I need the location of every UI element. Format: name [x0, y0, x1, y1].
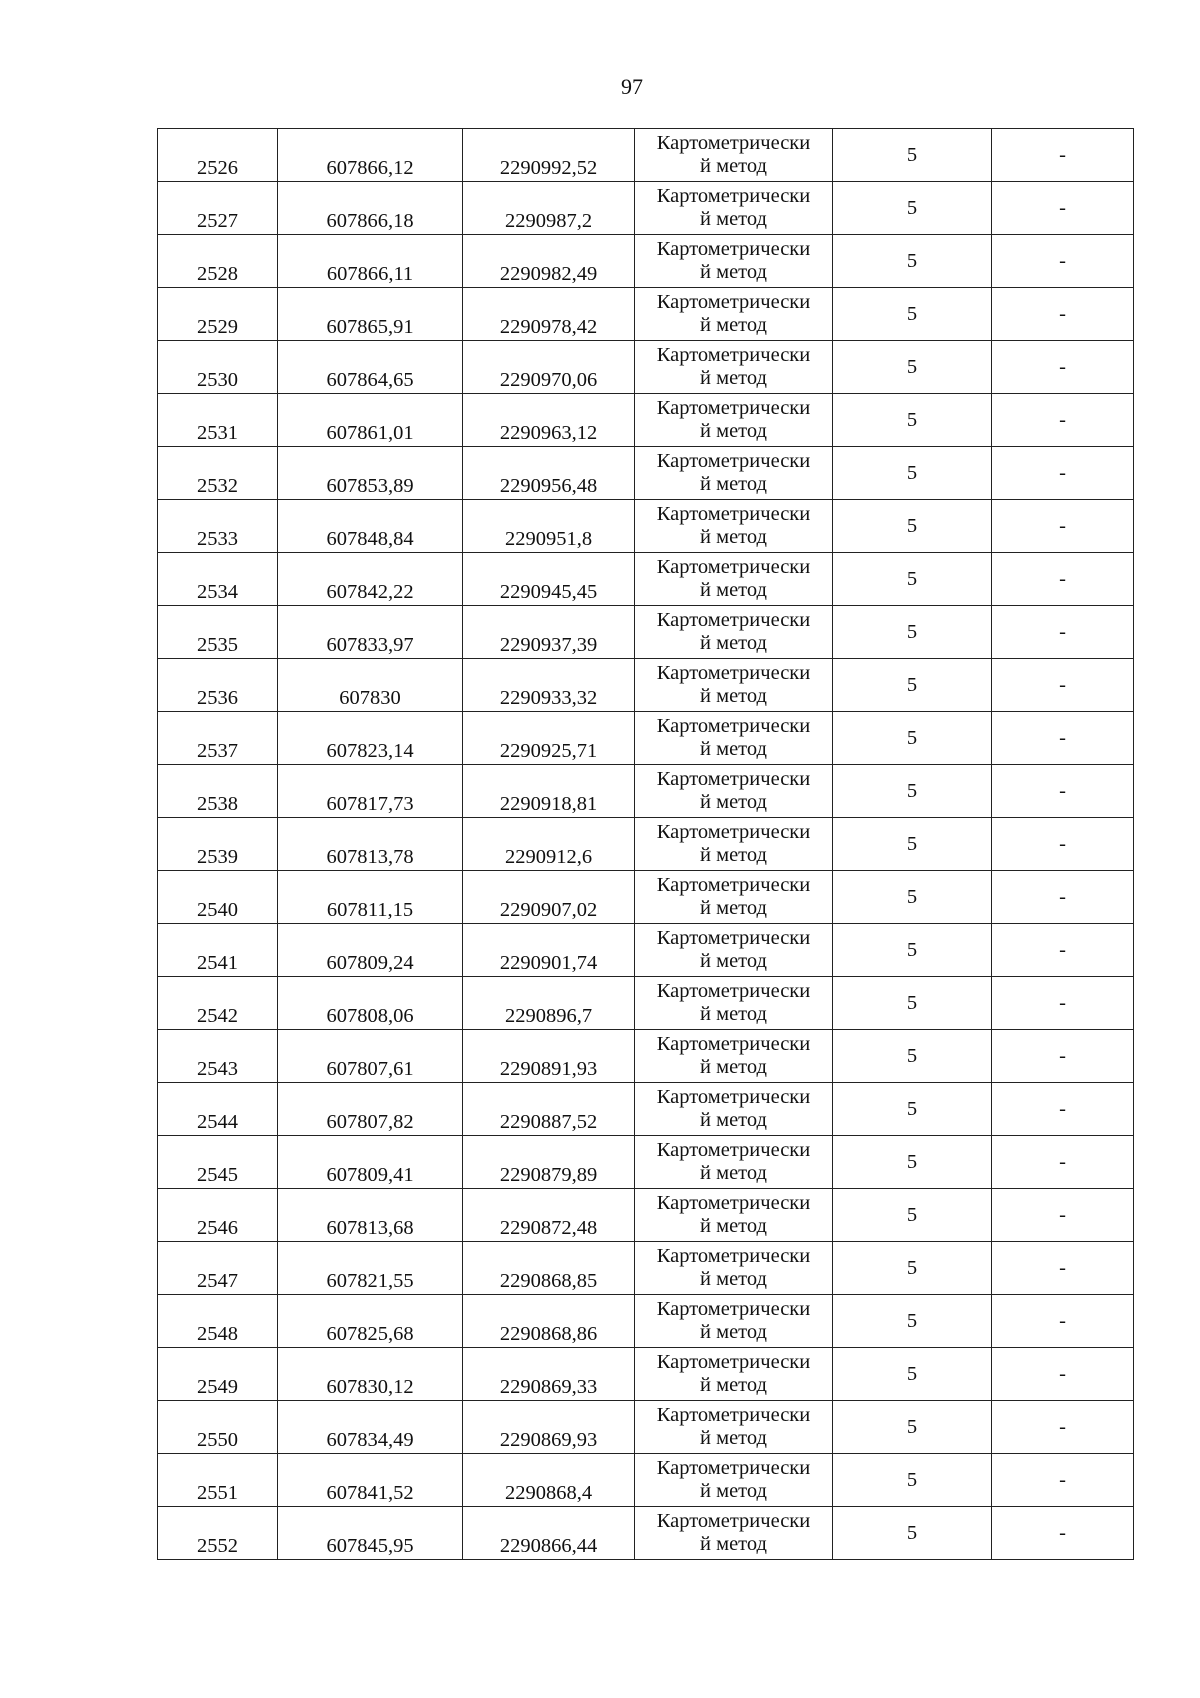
method-text-line-2: й метод [700, 791, 767, 813]
method-text-line-1: Картометрически [656, 1139, 811, 1162]
method-cell [635, 288, 833, 341]
method-text-line-2: й метод [700, 685, 767, 707]
table-row [158, 1083, 1134, 1136]
table-row [158, 500, 1134, 553]
y-coordinate-cell: 2290869,93 [463, 1401, 635, 1454]
y-coordinate-cell: 2290872,48 [463, 1189, 635, 1242]
method-cell [635, 1242, 833, 1295]
y-coordinate-cell: 2290987,2 [463, 182, 635, 235]
method-text-line-2: й метод [700, 155, 767, 177]
method-text-line-2: й метод [700, 1215, 767, 1237]
accuracy-cell: 5 [833, 1136, 992, 1189]
point-number-cell: 2535 [158, 606, 278, 659]
method-text-line-2: й метод [700, 1162, 767, 1184]
y-coordinate-cell: 2290912,6 [463, 818, 635, 871]
table-row [158, 288, 1134, 341]
method-cell [635, 129, 833, 182]
accuracy-cell: 5 [833, 288, 992, 341]
point-number-cell: 2544 [158, 1083, 278, 1136]
method-text-line-1: Картометрически [656, 609, 811, 632]
accuracy-cell: 5 [833, 1401, 992, 1454]
table-row [158, 1507, 1134, 1560]
method-text-line-2: й метод [700, 1427, 767, 1449]
note-cell: - [992, 712, 1134, 765]
y-coordinate-cell: 2290918,81 [463, 765, 635, 818]
method-text-line-2: й метод [700, 420, 767, 442]
note-cell: - [992, 447, 1134, 500]
y-coordinate-cell: 2290956,48 [463, 447, 635, 500]
method-text-line-2: й метод [700, 950, 767, 972]
table-row [158, 1189, 1134, 1242]
method-text-line-1: Картометрически [656, 1033, 811, 1056]
coordinates-table-body [158, 129, 1134, 1560]
x-coordinate-cell: 607834,49 [278, 1401, 463, 1454]
method-text-line-1: Картометрически [656, 715, 811, 738]
note-cell: - [992, 553, 1134, 606]
point-number-cell: 2543 [158, 1030, 278, 1083]
accuracy-cell: 5 [833, 871, 992, 924]
point-number-cell: 2538 [158, 765, 278, 818]
y-coordinate-cell: 2290951,8 [463, 500, 635, 553]
accuracy-cell: 5 [833, 1030, 992, 1083]
point-number-cell: 2528 [158, 235, 278, 288]
method-cell [635, 924, 833, 977]
note-cell: - [992, 977, 1134, 1030]
accuracy-cell: 5 [833, 1083, 992, 1136]
method-cell [635, 235, 833, 288]
table-row [158, 129, 1134, 182]
table-row [158, 871, 1134, 924]
y-coordinate-cell: 2290896,7 [463, 977, 635, 1030]
note-cell: - [992, 341, 1134, 394]
method-cell [635, 1348, 833, 1401]
method-cell [635, 1401, 833, 1454]
method-text-line-2: й метод [700, 632, 767, 654]
method-cell [635, 553, 833, 606]
table-row [158, 182, 1134, 235]
x-coordinate-cell: 607865,91 [278, 288, 463, 341]
method-text-line-1: Картометрически [656, 185, 811, 208]
method-cell [635, 606, 833, 659]
method-cell [635, 977, 833, 1030]
table-row [158, 924, 1134, 977]
note-cell: - [992, 765, 1134, 818]
point-number-cell: 2539 [158, 818, 278, 871]
x-coordinate-cell: 607866,12 [278, 129, 463, 182]
method-text-line-2: й метод [700, 1533, 767, 1555]
method-text-line-2: й метод [700, 1321, 767, 1343]
table-row [158, 553, 1134, 606]
method-text-line-2: й метод [700, 1268, 767, 1290]
x-coordinate-cell: 607830,12 [278, 1348, 463, 1401]
method-cell [635, 871, 833, 924]
note-cell: - [992, 1030, 1134, 1083]
note-cell: - [992, 924, 1134, 977]
point-number-cell: 2531 [158, 394, 278, 447]
point-number-cell: 2532 [158, 447, 278, 500]
x-coordinate-cell: 607821,55 [278, 1242, 463, 1295]
x-coordinate-cell: 607817,73 [278, 765, 463, 818]
method-cell [635, 500, 833, 553]
coordinates-table [157, 128, 1134, 1560]
method-text-line-1: Картометрически [656, 291, 811, 314]
point-number-cell: 2549 [158, 1348, 278, 1401]
point-number-cell: 2526 [158, 129, 278, 182]
point-number-cell: 2530 [158, 341, 278, 394]
method-cell [635, 1295, 833, 1348]
y-coordinate-cell: 2290907,02 [463, 871, 635, 924]
x-coordinate-cell: 607842,22 [278, 553, 463, 606]
point-number-cell: 2545 [158, 1136, 278, 1189]
note-cell: - [992, 1083, 1134, 1136]
method-text-line-2: й метод [700, 526, 767, 548]
point-number-cell: 2529 [158, 288, 278, 341]
accuracy-cell: 5 [833, 659, 992, 712]
table-row [158, 235, 1134, 288]
method-text-line-2: й метод [700, 261, 767, 283]
accuracy-cell: 5 [833, 500, 992, 553]
y-coordinate-cell: 2290887,52 [463, 1083, 635, 1136]
table-row [158, 394, 1134, 447]
y-coordinate-cell: 2290963,12 [463, 394, 635, 447]
note-cell: - [992, 235, 1134, 288]
method-text-line-2: й метод [700, 738, 767, 760]
method-text-line-1: Картометрически [656, 768, 811, 791]
x-coordinate-cell: 607866,18 [278, 182, 463, 235]
accuracy-cell: 5 [833, 924, 992, 977]
method-text-line-1: Картометрически [656, 1457, 811, 1480]
x-coordinate-cell: 607823,14 [278, 712, 463, 765]
table-row [158, 659, 1134, 712]
method-text-line-2: й метод [700, 579, 767, 601]
method-text-line-1: Картометрически [656, 874, 811, 897]
x-coordinate-cell: 607813,78 [278, 818, 463, 871]
method-text-line-2: й метод [700, 1480, 767, 1502]
method-text-line-1: Картометрически [656, 397, 811, 420]
note-cell: - [992, 394, 1134, 447]
table-row [158, 447, 1134, 500]
method-cell [635, 712, 833, 765]
method-text-line-1: Картометрически [656, 1245, 811, 1268]
x-coordinate-cell: 607861,01 [278, 394, 463, 447]
point-number-cell: 2533 [158, 500, 278, 553]
accuracy-cell: 5 [833, 129, 992, 182]
method-text-line-2: й метод [700, 367, 767, 389]
accuracy-cell: 5 [833, 235, 992, 288]
x-coordinate-cell: 607809,24 [278, 924, 463, 977]
y-coordinate-cell: 2290891,93 [463, 1030, 635, 1083]
y-coordinate-cell: 2290937,39 [463, 606, 635, 659]
point-number-cell: 2552 [158, 1507, 278, 1560]
accuracy-cell: 5 [833, 1348, 992, 1401]
point-number-cell: 2542 [158, 977, 278, 1030]
method-text-line-2: й метод [700, 314, 767, 336]
point-number-cell: 2548 [158, 1295, 278, 1348]
note-cell: - [992, 1295, 1134, 1348]
x-coordinate-cell: 607808,06 [278, 977, 463, 1030]
x-coordinate-cell: 607830 [278, 659, 463, 712]
page-number: 97 [621, 74, 643, 99]
y-coordinate-cell: 2290982,49 [463, 235, 635, 288]
point-number-cell: 2550 [158, 1401, 278, 1454]
accuracy-cell: 5 [833, 712, 992, 765]
point-number-cell: 2540 [158, 871, 278, 924]
method-cell [635, 1454, 833, 1507]
method-text-line-1: Картометрически [656, 1404, 811, 1427]
x-coordinate-cell: 607845,95 [278, 1507, 463, 1560]
accuracy-cell: 5 [833, 818, 992, 871]
table-row [158, 977, 1134, 1030]
point-number-cell: 2534 [158, 553, 278, 606]
method-cell [635, 1189, 833, 1242]
method-cell [635, 1083, 833, 1136]
x-coordinate-cell: 607866,11 [278, 235, 463, 288]
accuracy-cell: 5 [833, 1454, 992, 1507]
method-text-line-2: й метод [700, 208, 767, 230]
method-text-line-1: Картометрически [656, 980, 811, 1003]
table-row [158, 341, 1134, 394]
accuracy-cell: 5 [833, 447, 992, 500]
note-cell: - [992, 1189, 1134, 1242]
method-text-line-1: Картометрически [656, 1510, 811, 1533]
x-coordinate-cell: 607833,97 [278, 606, 463, 659]
method-text-line-1: Картометрически [656, 1192, 811, 1215]
note-cell: - [992, 182, 1134, 235]
accuracy-cell: 5 [833, 1507, 992, 1560]
accuracy-cell: 5 [833, 1295, 992, 1348]
table-row [158, 1295, 1134, 1348]
note-cell: - [992, 1242, 1134, 1295]
method-text-line-1: Картометрически [656, 556, 811, 579]
method-cell [635, 765, 833, 818]
method-text-line-2: й метод [700, 1109, 767, 1131]
method-cell [635, 659, 833, 712]
table-row [158, 1136, 1134, 1189]
x-coordinate-cell: 607841,52 [278, 1454, 463, 1507]
table-row [158, 712, 1134, 765]
note-cell: - [992, 818, 1134, 871]
method-text-line-1: Картометрически [656, 1351, 811, 1374]
method-cell [635, 818, 833, 871]
method-text-line-2: й метод [700, 1374, 767, 1396]
point-number-cell: 2547 [158, 1242, 278, 1295]
method-cell [635, 447, 833, 500]
note-cell: - [992, 1348, 1134, 1401]
method-text-line-1: Картометрически [656, 238, 811, 261]
point-number-cell: 2527 [158, 182, 278, 235]
table-row [158, 1348, 1134, 1401]
y-coordinate-cell: 2290866,44 [463, 1507, 635, 1560]
method-cell [635, 1507, 833, 1560]
table-row [158, 1401, 1134, 1454]
note-cell: - [992, 500, 1134, 553]
y-coordinate-cell: 2290945,45 [463, 553, 635, 606]
table-row [158, 1030, 1134, 1083]
accuracy-cell: 5 [833, 765, 992, 818]
note-cell: - [992, 1136, 1134, 1189]
method-text-line-1: Картометрически [656, 662, 811, 685]
y-coordinate-cell: 2290901,74 [463, 924, 635, 977]
method-cell [635, 1136, 833, 1189]
table-row [158, 818, 1134, 871]
x-coordinate-cell: 607807,61 [278, 1030, 463, 1083]
note-cell: - [992, 606, 1134, 659]
accuracy-cell: 5 [833, 1242, 992, 1295]
y-coordinate-cell: 2290933,32 [463, 659, 635, 712]
table-row [158, 1242, 1134, 1295]
accuracy-cell: 5 [833, 977, 992, 1030]
y-coordinate-cell: 2290970,06 [463, 341, 635, 394]
y-coordinate-cell: 2290868,85 [463, 1242, 635, 1295]
note-cell: - [992, 129, 1134, 182]
x-coordinate-cell: 607853,89 [278, 447, 463, 500]
table-row [158, 606, 1134, 659]
y-coordinate-cell: 2290992,52 [463, 129, 635, 182]
table-row [158, 765, 1134, 818]
y-coordinate-cell: 2290868,4 [463, 1454, 635, 1507]
note-cell: - [992, 1507, 1134, 1560]
accuracy-cell: 5 [833, 182, 992, 235]
y-coordinate-cell: 2290978,42 [463, 288, 635, 341]
table-row [158, 1454, 1134, 1507]
method-text-line-1: Картометрически [656, 927, 811, 950]
method-text-line-2: й метод [700, 1056, 767, 1078]
accuracy-cell: 5 [833, 606, 992, 659]
y-coordinate-cell: 2290869,33 [463, 1348, 635, 1401]
y-coordinate-cell: 2290925,71 [463, 712, 635, 765]
point-number-cell: 2546 [158, 1189, 278, 1242]
point-number-cell: 2541 [158, 924, 278, 977]
point-number-cell: 2536 [158, 659, 278, 712]
method-text-line-1: Картометрически [656, 1298, 811, 1321]
note-cell: - [992, 288, 1134, 341]
note-cell: - [992, 871, 1134, 924]
accuracy-cell: 5 [833, 553, 992, 606]
y-coordinate-cell: 2290868,86 [463, 1295, 635, 1348]
method-text-line-2: й метод [700, 473, 767, 495]
method-text-line-2: й метод [700, 844, 767, 866]
method-cell [635, 1030, 833, 1083]
point-number-cell: 2551 [158, 1454, 278, 1507]
x-coordinate-cell: 607813,68 [278, 1189, 463, 1242]
method-text-line-1: Картометрически [656, 821, 811, 844]
accuracy-cell: 5 [833, 394, 992, 447]
accuracy-cell: 5 [833, 341, 992, 394]
point-number-cell: 2537 [158, 712, 278, 765]
note-cell: - [992, 1454, 1134, 1507]
note-cell: - [992, 1401, 1134, 1454]
method-text-line-1: Картометрически [656, 344, 811, 367]
x-coordinate-cell: 607825,68 [278, 1295, 463, 1348]
method-text-line-2: й метод [700, 1003, 767, 1025]
note-cell: - [992, 659, 1134, 712]
method-text-line-1: Картометрически [656, 450, 811, 473]
x-coordinate-cell: 607864,65 [278, 341, 463, 394]
method-text-line-1: Картометрически [656, 132, 811, 155]
x-coordinate-cell: 607848,84 [278, 500, 463, 553]
method-text-line-2: й метод [700, 897, 767, 919]
method-cell [635, 341, 833, 394]
x-coordinate-cell: 607809,41 [278, 1136, 463, 1189]
method-text-line-1: Картометрически [656, 1086, 811, 1109]
method-text-line-1: Картометрически [656, 503, 811, 526]
y-coordinate-cell: 2290879,89 [463, 1136, 635, 1189]
x-coordinate-cell: 607811,15 [278, 871, 463, 924]
x-coordinate-cell: 607807,82 [278, 1083, 463, 1136]
accuracy-cell: 5 [833, 1189, 992, 1242]
method-cell [635, 394, 833, 447]
method-cell [635, 182, 833, 235]
